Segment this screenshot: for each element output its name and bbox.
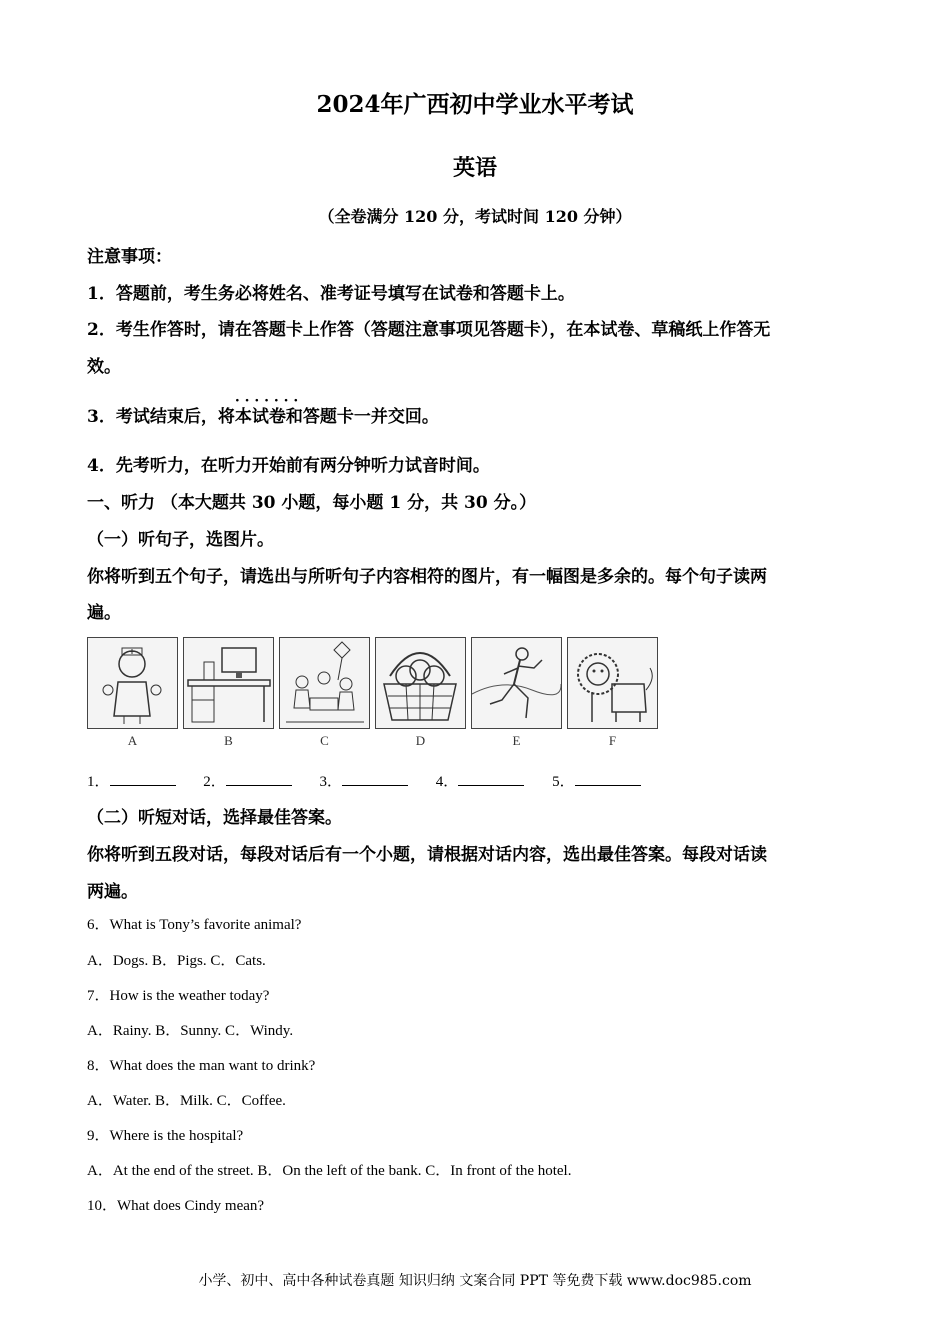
section-1-heading: 一、听力 （本大题共 30 小题，每小题 1 分，共 30 分。） xyxy=(87,493,537,513)
score-info: （全卷满分 120 分，考试时间 120 分钟） xyxy=(318,207,632,226)
note-2-line-2: 效。 xyxy=(87,357,121,377)
picture-letter: F xyxy=(608,733,617,748)
note-2-line-1: 2．考生作答时，请在答题卡上作答（答题注意事项见答题卡），在本试卷、草稿纸上作答无 xyxy=(87,320,771,340)
part-2-instruction-1: 你将听到五段对话，每段对话后有一个小题，请根据对话内容，选出最佳答案。每段对话读 xyxy=(87,845,767,865)
part-1-heading: （一）听句子，选图片。 xyxy=(87,530,274,550)
part-1-instruction-1: 你将听到五个句子，请选出与所听句子内容相符的图片，有一幅图是多余的。每个句子读两 xyxy=(87,567,767,587)
computer-desk-icon xyxy=(183,637,274,729)
answer-blank[interactable] xyxy=(226,771,292,786)
blank-label: 5． xyxy=(552,774,575,790)
answer-blank[interactable] xyxy=(342,771,408,786)
runner-icon xyxy=(471,637,562,729)
options-6: A．Dogs. B．Pigs. C．Cats. xyxy=(87,953,266,969)
options-7: A．Rainy. B．Sunny. C．Windy. xyxy=(87,1023,294,1039)
question-9: 9．Where is the hospital? xyxy=(87,1128,244,1144)
picture-letter: C xyxy=(320,733,329,748)
answer-blank[interactable] xyxy=(110,771,176,786)
part-2-instruction-2: 两遍。 xyxy=(87,882,138,902)
blank-label: 3． xyxy=(319,774,343,790)
blank-label: 1． xyxy=(87,774,110,790)
question-10: 10．What does Cindy mean? xyxy=(87,1198,265,1214)
note-3-pre: 3．考试结束后，将 xyxy=(87,407,235,427)
note-1: 1．答题前，考生务必将姓名、准考证号填写在试卷和答题卡上。 xyxy=(87,284,575,304)
picnic-icon xyxy=(279,637,370,729)
options-8: A．Water. B．Milk. C．Coffee. xyxy=(87,1093,286,1109)
picture-letter: E xyxy=(512,733,521,748)
question-6: 6．What is Tony’s favorite animal? xyxy=(87,917,302,933)
answer-blanks xyxy=(87,770,665,791)
picture-strip xyxy=(87,637,662,750)
answer-blank[interactable] xyxy=(458,771,524,786)
part-1-instruction-2: 遍。 xyxy=(87,603,121,623)
exam-title: 2024年广西初中学业水平考试 xyxy=(316,91,634,118)
emphasis-dots: · · · · · · · xyxy=(234,393,299,409)
question-8: 8．What does the man want to drink? xyxy=(87,1058,316,1074)
picture-letter: B xyxy=(224,733,233,748)
note-4: 4．先考听力，在听力开始前有两分钟听力试音时间。 xyxy=(87,456,490,476)
apple-basket-icon xyxy=(375,637,466,729)
answer-blank[interactable] xyxy=(575,771,641,786)
notes-heading: 注意事项： xyxy=(87,247,172,267)
blank-label: 4． xyxy=(435,774,459,790)
note-3 xyxy=(87,393,439,427)
nurse-icon xyxy=(87,637,178,729)
picture-letter: A xyxy=(127,733,138,748)
note-3-post: 一并交回。 xyxy=(353,407,439,427)
question-7: 7．How is the weather today? xyxy=(87,988,270,1004)
blank-label: 2． xyxy=(203,774,226,790)
exam-subject: 英语 xyxy=(452,155,497,181)
part-2-heading: （二）听短对话，选择最佳答案。 xyxy=(87,808,342,828)
note-3-emph-text: 本试卷和答题卡 xyxy=(234,407,354,427)
page-footer: 小学、初中、高中各种试卷真题 知识归纳 文案合同 PPT 等免费下载 www.doc985.com xyxy=(198,1273,752,1289)
picture-letter: D xyxy=(415,733,426,748)
note-3-emphasis xyxy=(234,393,354,427)
options-9: A．At the end of the street. B．On the left of the bank. C．In front of the hotel. xyxy=(87,1163,572,1179)
lion-icon xyxy=(567,637,658,729)
